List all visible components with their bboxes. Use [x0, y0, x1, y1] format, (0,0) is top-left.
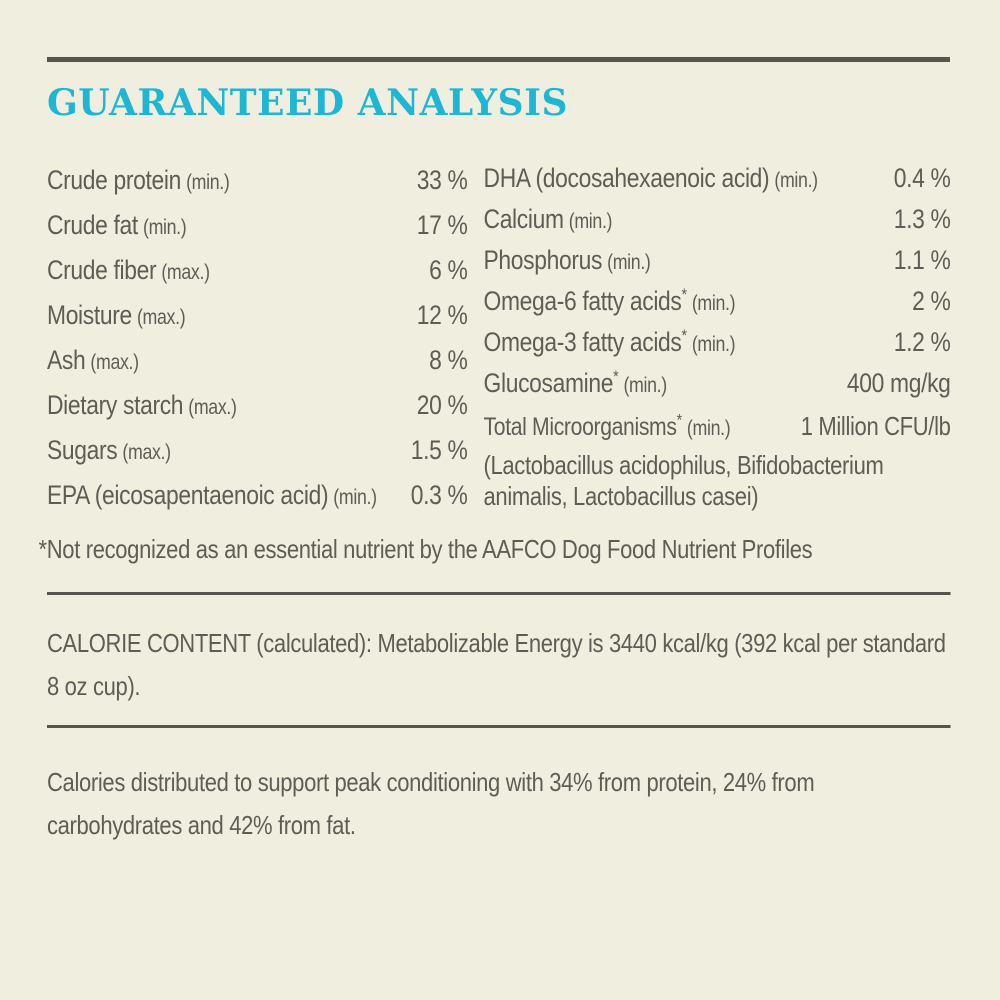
nutrient-label: DHA (docosahexaenoic acid) [483, 163, 770, 193]
nutrient-name [47, 158, 229, 205]
nutrient-value: 12 % [416, 300, 468, 330]
nutrient-qualifier: (max.) [161, 261, 210, 284]
nutrient-value: 1.5 % [410, 435, 468, 465]
nutrient-value: 0.3 % [410, 480, 468, 510]
nutrient-value: 33 % [416, 165, 468, 195]
top-divider [47, 57, 950, 62]
table-row [47, 158, 467, 203]
table-row [47, 383, 467, 428]
nutrient-value: 20 % [416, 390, 468, 420]
table-row [47, 428, 467, 473]
nutrient-name [484, 281, 736, 324]
nutrient-name [484, 363, 667, 406]
nutrient-name [484, 322, 736, 365]
nutrient-value: 1.2 % [893, 327, 951, 357]
nutrient-name [484, 240, 651, 283]
nutrient-name [47, 203, 186, 250]
nutrient-label: EPA (eicosapentaenoic acid) [47, 480, 329, 510]
analysis-column-left [47, 158, 467, 518]
nutrient-qualifier: (max.) [122, 441, 171, 464]
table-row [484, 322, 951, 363]
nutrient-qualifier: (max.) [90, 351, 139, 374]
nutrient-name [47, 338, 139, 385]
nutrient-value: 17 % [416, 210, 468, 240]
table-row [484, 363, 951, 404]
nutrient-name [484, 158, 818, 201]
nutrient-label: Glucosamine [483, 368, 614, 398]
analysis-column-right [484, 158, 951, 512]
nutrient-qualifier: (min.) [568, 210, 613, 233]
nutrient-label: Crude protein [47, 165, 182, 195]
nutrient-label: Total Microorganisms [483, 413, 677, 441]
nutrient-value: 1.3 % [893, 204, 951, 234]
nutrient-qualifier: (min.) [774, 169, 818, 192]
nutrient-value: 0.4 % [893, 163, 951, 193]
table-row [484, 158, 951, 199]
table-row [47, 248, 467, 293]
table-row [484, 404, 951, 448]
table-row [47, 473, 467, 518]
footnote-asterisk: * [613, 367, 619, 386]
nutrient-value: 400 mg/kg [846, 368, 951, 398]
nutrient-qualifier: (min.) [686, 417, 731, 440]
divider [47, 592, 951, 595]
calorie-distribution-statement: Calories distributed to support peak conditioning with 34% from protein, 24% from carbohydrates and 42% from fat. [47, 767, 815, 840]
analysis-content [38, 158, 951, 847]
table-row [484, 199, 951, 240]
footnote-asterisk: * [681, 326, 687, 345]
nutrient-qualifier: (max.) [188, 396, 237, 419]
nutrient-name [47, 248, 210, 295]
divider [47, 725, 951, 728]
microorganisms-species-note: (Lactobacillus acidophilus, Bifidobacterium animalis, Lactobacillus casei) [483, 450, 884, 511]
nutrient-qualifier: (min.) [691, 333, 736, 356]
table-row [47, 338, 467, 383]
nutrient-label: Ash [47, 345, 86, 375]
section-title: GUARANTEED ANALYSIS [47, 82, 568, 124]
nutrient-qualifier: (min.) [333, 486, 377, 509]
nutrient-qualifier: (min.) [142, 216, 187, 239]
table-row [484, 281, 951, 322]
nutrient-label: Omega-3 fatty acids [483, 327, 682, 357]
nutrient-value: 1 Million CFU/lb [800, 411, 951, 441]
nutrient-label: Sugars [47, 435, 118, 465]
table-row [484, 240, 951, 281]
nutrient-name [47, 293, 185, 340]
aafco-footnote: *Not recognized as an essential nutrient by the AAFCO Dog Food Nutrient Profiles [38, 534, 813, 564]
nutrient-name [484, 199, 613, 242]
nutrient-label: Calcium [483, 204, 564, 234]
nutrient-value: 6 % [429, 255, 468, 285]
nutrient-label: Phosphorus [483, 245, 603, 275]
table-row [47, 203, 467, 248]
nutrient-qualifier: (min.) [186, 171, 230, 194]
nutrient-qualifier: (min.) [623, 374, 667, 397]
nutrient-name [47, 383, 237, 430]
nutrient-label: Omega-6 fatty acids [483, 286, 682, 316]
nutrient-value: 8 % [429, 345, 468, 375]
nutrient-label: Crude fiber [47, 255, 157, 285]
footnote-asterisk: * [676, 410, 682, 430]
nutrient-qualifier: (min.) [691, 292, 736, 315]
nutrient-label: Moisture [47, 300, 132, 330]
nutrient-label: Crude fat [47, 210, 138, 240]
analysis-table [47, 158, 951, 518]
nutrient-qualifier: (max.) [136, 306, 186, 329]
nutrient-name [47, 473, 377, 520]
nutrient-value: 1.1 % [893, 245, 951, 275]
nutrient-qualifier: (min.) [607, 251, 651, 274]
table-row [47, 293, 467, 338]
nutrient-value: 2 % [912, 286, 951, 316]
nutrient-label: Dietary starch [47, 390, 184, 420]
nutrient-name [484, 405, 731, 451]
footnote-asterisk: * [681, 285, 687, 304]
calorie-content-statement: CALORIE CONTENT (calculated): Metabolizable Energy is 3440 kcal/kg (392 kcal per standard 8 oz cup). [47, 628, 946, 701]
nutrient-name [47, 428, 171, 475]
